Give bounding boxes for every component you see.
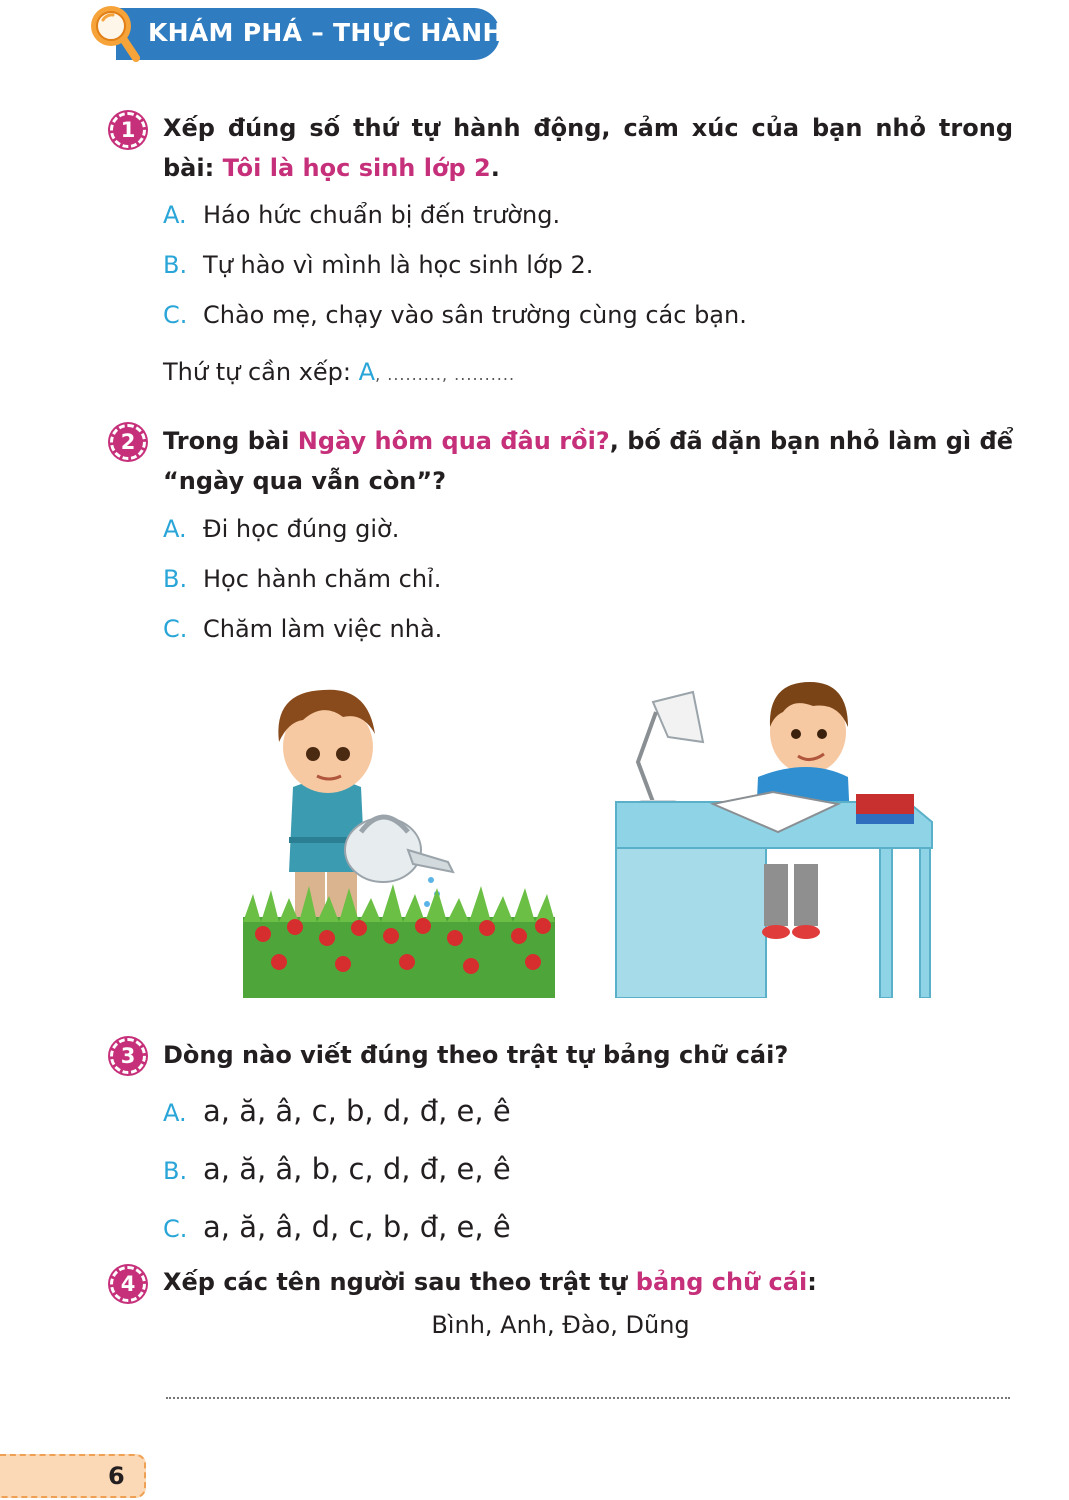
question-4-text <box>163 1262 1013 1302</box>
section-title: KHÁM PHÁ – THỰC HÀNH <box>148 18 504 47</box>
option-text: Đi học đúng giờ. <box>203 515 400 543</box>
question-2-text <box>163 421 1013 501</box>
question-2-prompt-start: Trong bài <box>163 427 290 455</box>
option-c <box>163 1210 511 1246</box>
option-text: Học hành chăm chỉ. <box>203 565 442 593</box>
option-text: a, ă, â, c, b, d, đ, e, ê <box>203 1094 511 1128</box>
order-answer <box>163 355 515 392</box>
question-2-prompt-end: , bố đã dặn bạn nhỏ làm gì để “ngày qua vẫn còn”? <box>163 427 1013 495</box>
lesson-title: Tôi là học sinh lớp 2 <box>222 154 491 182</box>
boy-watering-flowers-illustration <box>243 672 555 998</box>
option-letter: A. <box>163 515 187 543</box>
option-c <box>163 298 747 332</box>
option-c <box>163 612 442 646</box>
highlight-term: bảng chữ cái <box>635 1268 808 1296</box>
option-b <box>163 562 441 596</box>
order-label: Thứ tự cần xếp: <box>163 358 351 386</box>
question-1-end: . <box>490 154 500 182</box>
option-letter: C. <box>163 1215 188 1243</box>
page-number: 6 <box>108 1462 125 1490</box>
option-text: Tự hào vì mình là học sinh lớp 2. <box>203 251 594 279</box>
option-letter: A. <box>163 1099 187 1127</box>
order-blanks[interactable]: , ........., .......... <box>375 365 516 384</box>
option-text: Chăm làm việc nhà. <box>203 615 443 643</box>
option-text: a, ă, â, b, c, d, đ, e, ê <box>203 1152 511 1186</box>
option-letter: C. <box>163 301 188 329</box>
lesson-title: Ngày hôm qua đâu rồi? <box>297 427 610 455</box>
question-4-prompt-start: Xếp các tên người sau theo trật tự <box>163 1268 628 1296</box>
answer-line[interactable] <box>166 1397 1010 1399</box>
option-text: a, ă, â, d, c, b, đ, e, ê <box>203 1210 511 1244</box>
option-letter: B. <box>163 565 188 593</box>
question-number-badge: 3 <box>110 1038 146 1074</box>
option-letter: B. <box>163 1157 188 1185</box>
option-a <box>163 1094 511 1130</box>
option-letter: C. <box>163 615 188 643</box>
option-b <box>163 1152 511 1188</box>
option-b <box>163 248 593 282</box>
question-number-badge: 2 <box>110 424 146 460</box>
boy-writing-at-desk-illustration <box>598 672 934 998</box>
names-list: Bình, Anh, Đào, Dũng <box>431 1311 690 1339</box>
magnifier-icon <box>84 2 144 64</box>
question-1-text <box>163 108 1013 188</box>
option-a <box>163 198 560 232</box>
question-3-text: Dòng nào viết đúng theo trật tự bảng chữ cái? <box>163 1041 789 1069</box>
option-letter: B. <box>163 251 188 279</box>
order-first: A <box>358 358 376 386</box>
option-a <box>163 512 399 546</box>
question-number-badge: 1 <box>110 112 146 148</box>
option-letter: A. <box>163 201 187 229</box>
option-text: Chào mẹ, chạy vào sân trường cùng các bạn. <box>203 301 747 329</box>
question-4-prompt-end: : <box>807 1268 817 1296</box>
question-number-badge: 4 <box>110 1266 146 1302</box>
question-1-prompt: Xếp đúng số thứ tự hành động, cảm xúc của bạn nhỏ trong bài: <box>163 114 1013 182</box>
option-text: Háo hức chuẩn bị đến trường. <box>203 201 561 229</box>
